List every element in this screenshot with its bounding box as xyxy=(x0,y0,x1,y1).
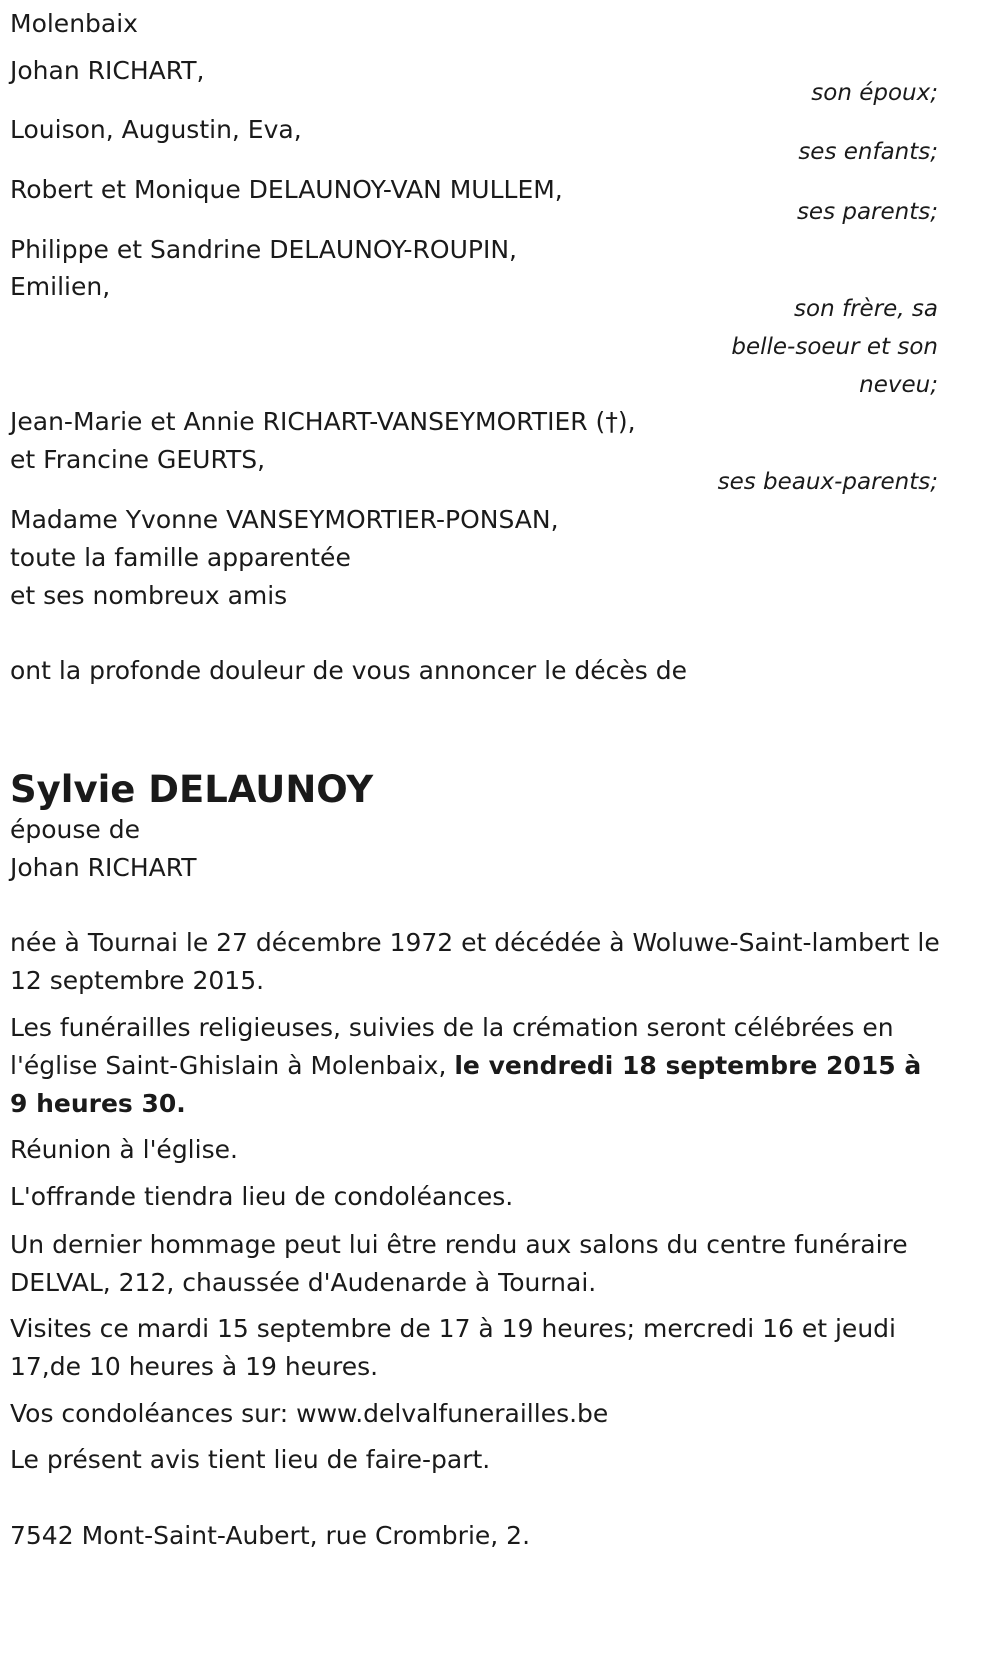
birth-death-text: née à Tournai le 27 décembre 1972 et décédée à Woluwe-Saint-lambert le 12 septembre 2015. xyxy=(10,928,940,995)
condolences-text: Vos condoléances sur: www.delvalfunerailles.be xyxy=(10,1399,609,1428)
family-siblings-line1: Philippe et Sandrine DELAUNOY-ROUPIN, xyxy=(10,235,517,264)
relation-in-laws: ses beaux-parents; xyxy=(717,469,938,495)
relation-spouse: son époux; xyxy=(811,80,938,106)
family-in-laws-line1: Jean-Marie et Annie RICHART-VANSEYMORTIER (†), xyxy=(10,407,636,436)
family-spouse: Johan RICHART, xyxy=(10,56,205,85)
address-text: 7542 Mont-Saint-Aubert, rue Crombrie, 2. xyxy=(10,1521,531,1550)
relation-siblings-line2: belle-soeur et son xyxy=(731,334,938,360)
offering-text: L'offrande tiendra lieu de condoléances. xyxy=(10,1182,514,1211)
others-line2: toute la famille apparentée xyxy=(10,543,351,572)
funeral-paragraph xyxy=(10,1009,945,1123)
relation-parents: ses parents; xyxy=(796,199,938,225)
spouse-prefix: épouse de xyxy=(10,815,140,844)
relation-siblings-line1: son frère, sa xyxy=(794,296,938,322)
others-line3: et ses nombreux amis xyxy=(10,581,288,610)
visits-text: Visites ce mardi 15 septembre de 17 à 19 heures; mercredi 16 et jeudi 17,de 10 heures à 19 heures. xyxy=(10,1314,896,1381)
family-in-laws-line2: et Francine GEURTS, xyxy=(10,445,266,474)
family-parents: Robert et Monique DELAUNOY-VAN MULLEM, xyxy=(10,175,563,204)
place-text: Molenbaix xyxy=(10,9,138,38)
spouse-name: Johan RICHART xyxy=(10,853,197,882)
homage-text: Un dernier hommage peut lui être rendu aux salons du centre funéraire DELVAL, 212, chaussée d'Audenarde à Tournai. xyxy=(10,1230,908,1297)
family-children: Louison, Augustin, Eva, xyxy=(10,115,302,144)
meeting-text: Réunion à l'église. xyxy=(10,1135,238,1164)
others-line1: Madame Yvonne VANSEYMORTIER-PONSAN, xyxy=(10,505,559,534)
funeral-date: le vendredi 18 septembre 2015 à 9 heures 30. xyxy=(10,1051,922,1118)
funeral-text: Les funérailles religieuses, suivies de la crémation seront célébrées en l'église Saint-Ghislain à Molenbaix, xyxy=(10,1013,894,1080)
faire-part-text: Le présent avis tient lieu de faire-part. xyxy=(10,1445,491,1474)
announcement-text: ont la profonde douleur de vous annoncer le décès de xyxy=(10,656,688,685)
relation-siblings-line3: neveu; xyxy=(859,372,938,398)
relation-children: ses enfants; xyxy=(798,139,938,165)
deceased-name: Sylvie DELAUNOY xyxy=(10,768,374,811)
family-siblings-line2: Emilien, xyxy=(10,272,111,301)
